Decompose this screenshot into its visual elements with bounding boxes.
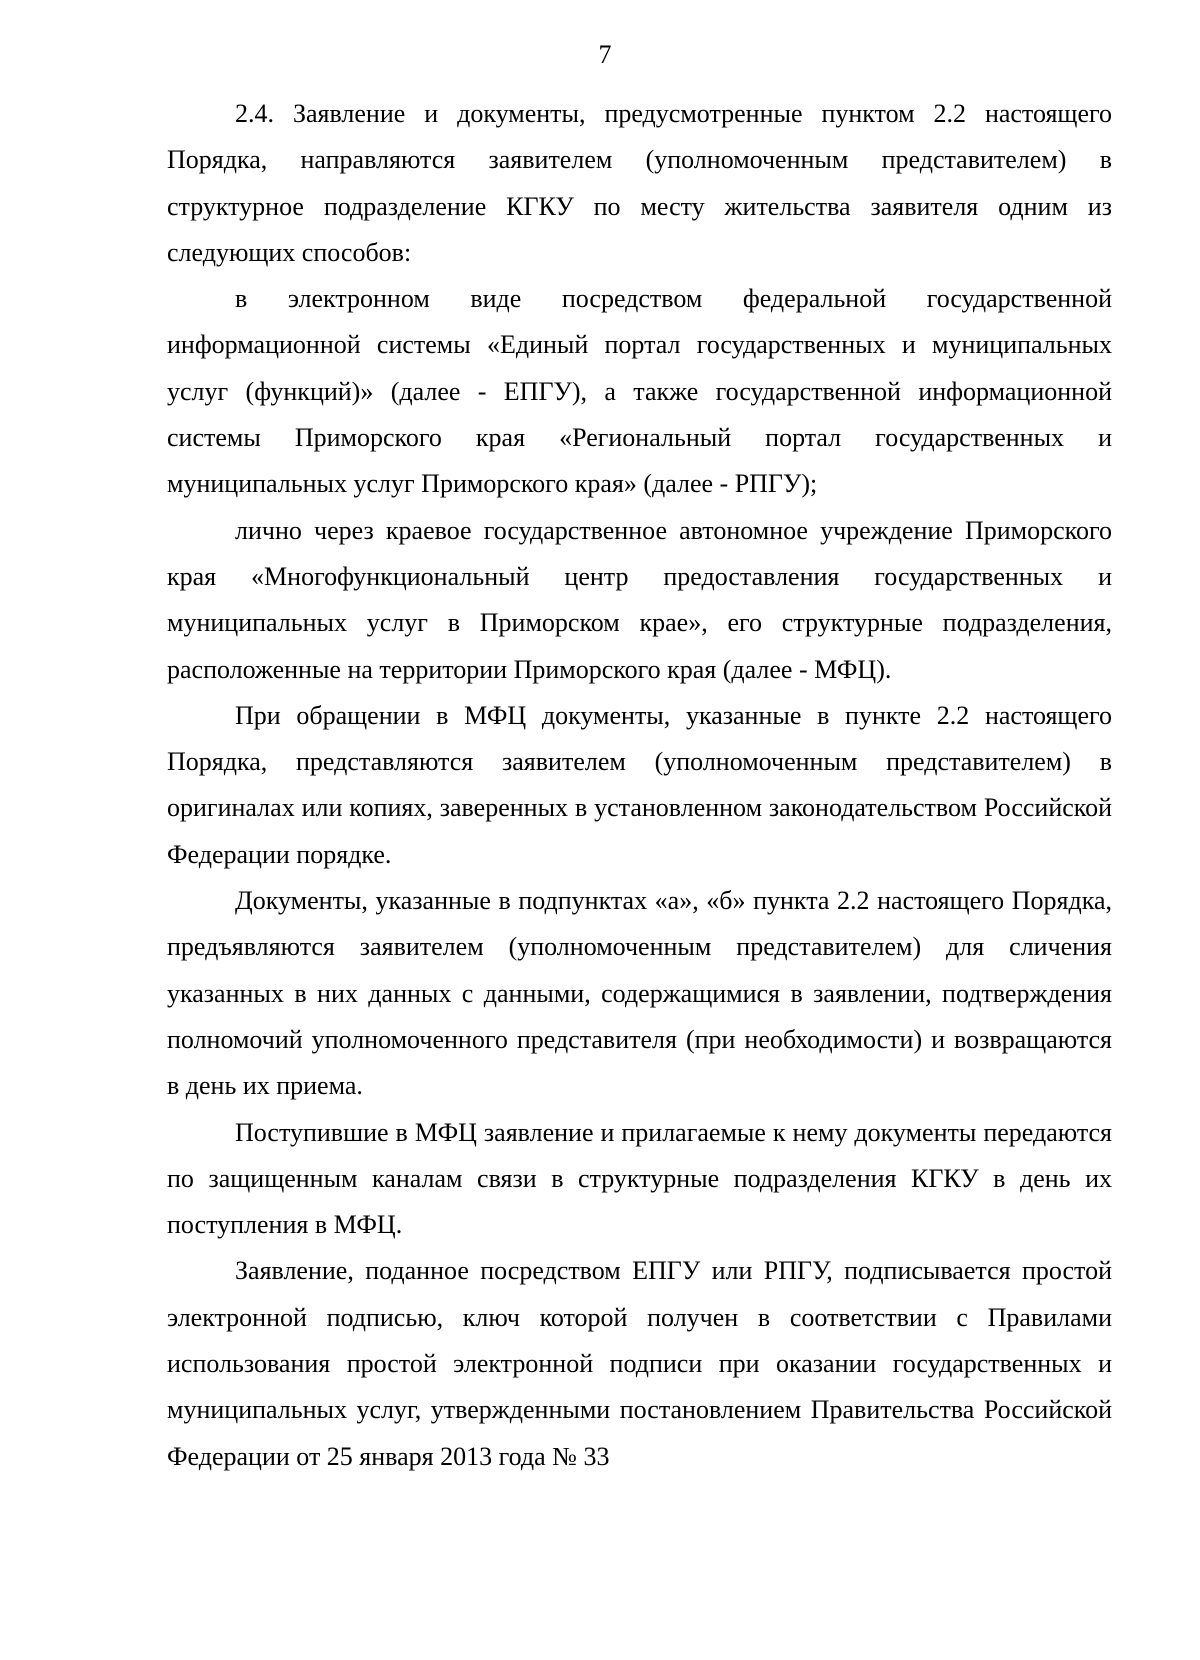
page-number: 7 xyxy=(598,40,612,69)
document-body xyxy=(167,91,1112,1480)
paragraph-2-4: 2.4. Заявление и документы, предусмотренные пунктом 2.2 настоящего Порядка, направляются заявителем (уполномоченным представителем) в структурное подразделение КГКУ по месту жительства заявителя одним из следующих способов: xyxy=(167,99,1112,267)
paragraph-in-person-method: лично через краевое государственное автономное учреждение Приморского края «Многофункциональный центр предоставления государственных и муниципальных услуг в Приморском крае», его структурные подразделения, расположенные на территории Приморского края (далее - МФЦ). xyxy=(167,515,1112,684)
paragraph-electronic-signature: Заявление, поданное посредством ЕПГУ или РПГУ, подписывается простой электронной подписью, ключ которой получен в соответствии с Правилами использования простой электронной подписи при оказании государственных и муниципальных услуг, утвержденными постановлением Правительства Российской Федерации от 25 января 2013 года № 33 xyxy=(167,1256,1112,1471)
paragraph-mfc-transfer: Поступившие в МФЦ заявление и прилагаемые к нему документы передаются по защищенным каналам связи в структурные подразделения КГКУ в день их поступления в МФЦ. xyxy=(167,1117,1112,1240)
paragraph-electronic-method: в электронном виде посредством федеральной государственной информационной системы «Единый портал государственных и муниципальных услуг (функций)» (далее - ЕПГУ), а также государственной информационной системы Приморского края «Региональный портал государственных и муниципальных услуг Приморского края» (далее - РПГУ); xyxy=(167,284,1112,499)
paragraph-mfc-documents: При обращении в МФЦ документы, указанные в пункте 2.2 настоящего Порядка, представляются заявителем (уполномоченным представителем) в оригиналах или копиях, заверенных в установленном законодательством Российской Федерации порядке. xyxy=(167,700,1112,869)
paragraph-documents-a-b: Документы, указанные в подпунктах «а», «б» пункта 2.2 настоящего Порядка, предъявляются заявителем (уполномоченным представителем) для сличения указанных в них данных с данными, содержащимися в заявлении, подтверждения полномочий уполномоченного представителя (при необходимости) и возвращаются в день их приема. xyxy=(167,886,1112,1101)
